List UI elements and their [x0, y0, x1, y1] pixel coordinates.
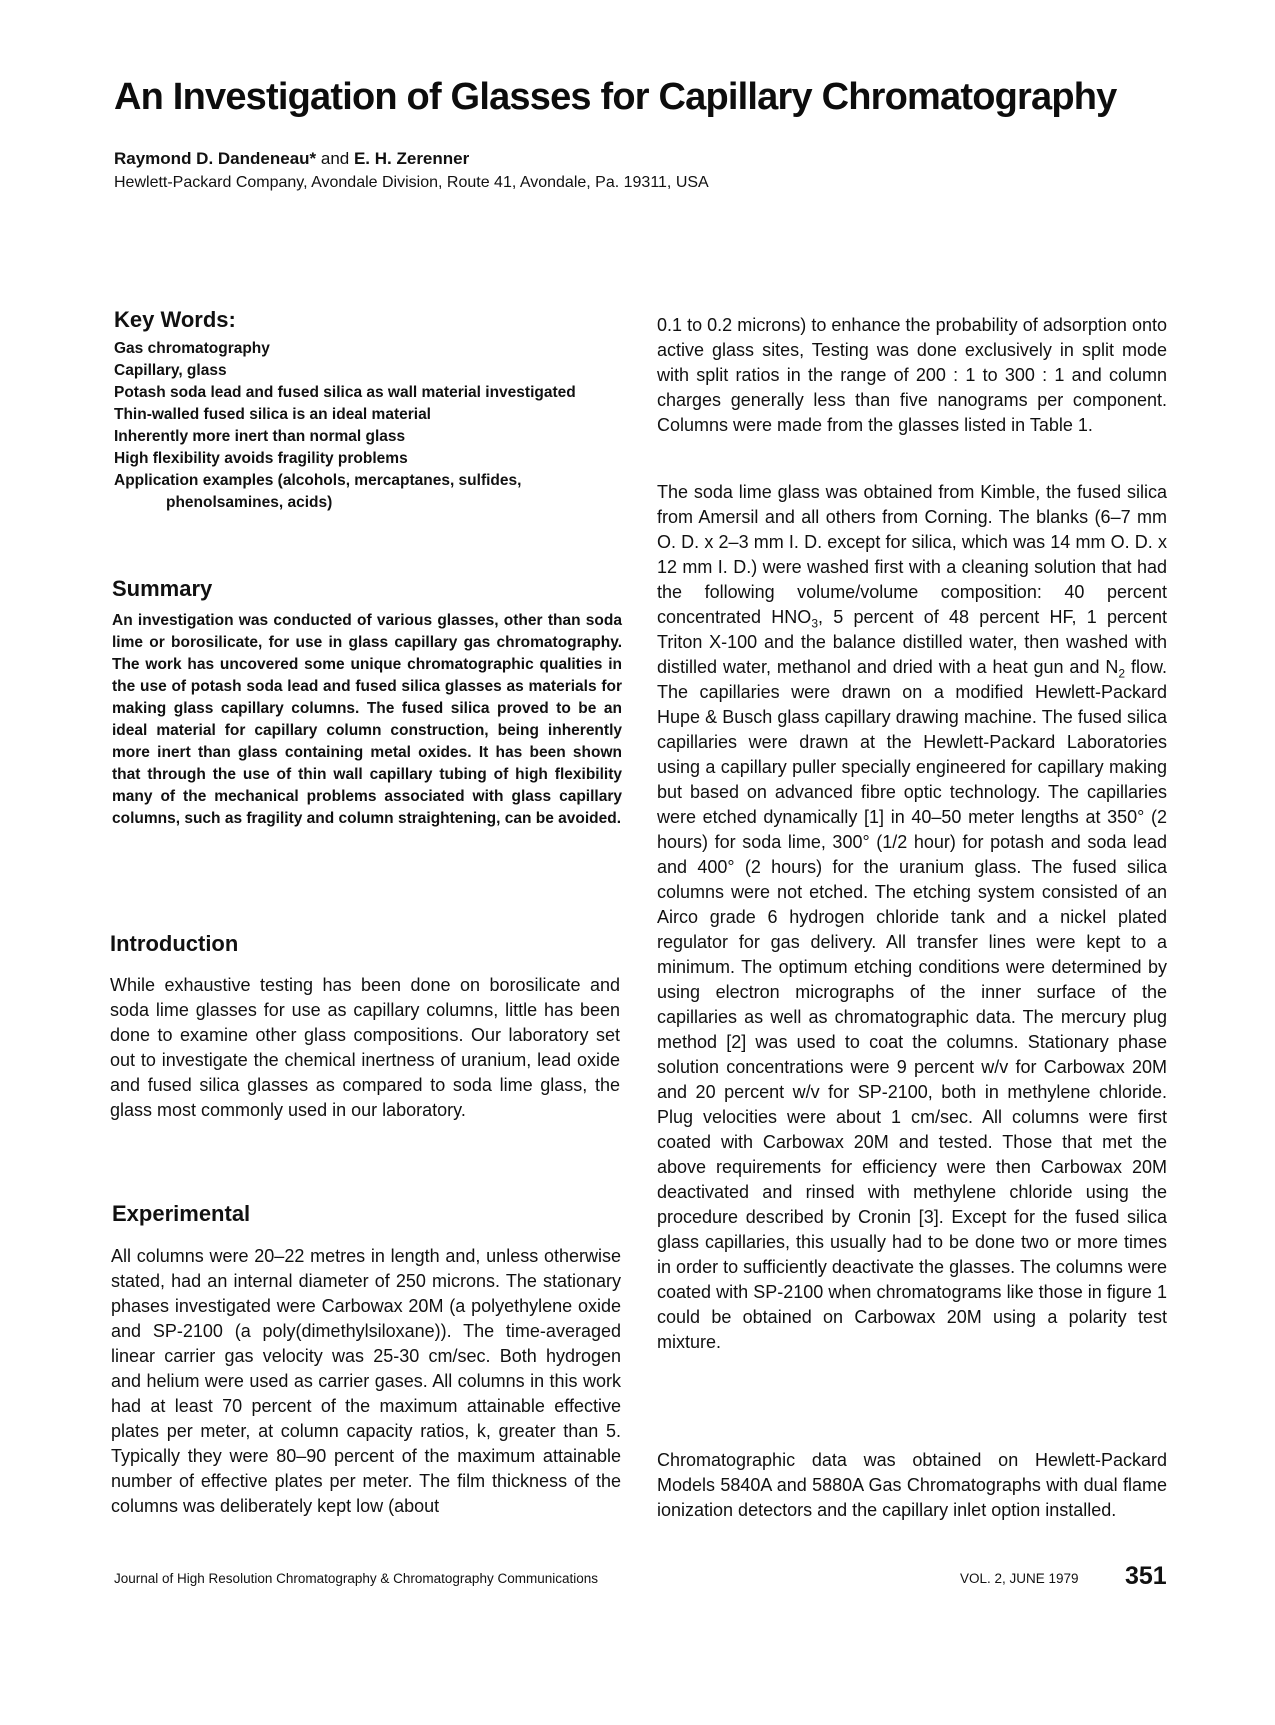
key-word-item: Gas chromatography — [114, 340, 270, 357]
footer-journal-name: Journal of High Resolution Chromatography & Chromatography Communications — [114, 1571, 598, 1586]
article-title: An Investigation of Glasses for Capillary Chromatography — [114, 76, 1117, 118]
summary-text: An investigation was conducted of various glasses, other than soda lime or borosilicate, for use in glass capillary gas chromatography. The work has uncovered some unique chromatographic qualities in the use of potash soda lead and fused silica glasses as materials for making glass capillary columns. The fused silica proved to be an ideal material for capillary column construction, being inherently more inert than glass containing metal oxides. It has been shown that through the use of thin wall capillary tubing of high flexibility many of the mechanical problems associated with glass capillary columns, such as fragility and column straightening, can be avoided. — [112, 612, 622, 827]
experimental-text: All columns were 20–22 metres in length and, unless otherwise stated, had an internal diameter of 250 microns. The stationary phases investigated were Carbowax 20M (a polyethylene oxide and SP-2100 (a poly(dimethylsiloxane)). The time-averaged linear carrier gas velocity was 25-30 cm/sec. Both hydrogen and helium were used as carrier gases. All columns in this work had at least 70 percent of the maximum attainable effective plates per meter, at column capacity ratios, k, greater than 5. Typically they were 80–90 percent of the maximum attainable number of effective plates per meter. The film thickness of the columns was deliberately kept low (about — [111, 1246, 621, 1516]
right-col-paragraph-2 — [657, 480, 1167, 1355]
key-word-item: Potash soda lead and fused silica as wall material investigated — [114, 384, 576, 401]
page-number: 351 — [1125, 1562, 1167, 1590]
key-word-item: Inherently more inert than normal glass — [114, 428, 406, 445]
right-col-paragraph-3: Chromatographic data was obtained on Hewlett-Packard Models 5840A and 5880A Gas Chromatographs with dual flame ionization detectors and the capillary inlet option installed. — [657, 1450, 1167, 1520]
paragraph-text: The soda lime glass was obtained from Kimble, the fused silica from Amersil and all others from Corning. The blanks (6–7 mm O. D. x 2–3 mm I. D. except for silica, which was 14 mm O. D. x 12 mm I. D.) were washed first with a cleaning solution that had the following volume/volume composition: 40 percent concentrated HNO — [657, 482, 1167, 627]
footer-volume: VOL. 2, JUNE 1979 — [960, 1571, 1079, 1586]
introduction-text: While exhaustive testing has been done on borosilicate and soda lime glasses for use as capillary columns, little has been done to examine other glass compositions. Our laboratory set out to investigate the chemical inertness of uranium, lead oxide and fused silica glasses as compared to soda lime glass, the glass most commonly used in our laboratory. — [110, 975, 620, 1120]
paragraph-text: flow. The capillaries were drawn on a modified Hewlett-Packard Hupe & Busch glass capillary drawing machine. The fused silica capillaries were drawn at the Hewlett-Packard Laboratories using a capillary puller specially engineered for capillary making but based on advanced fibre optic technology. The capillaries were etched dynamically [1] in 40–50 meter lengths at 350° (2 hours) for soda lime, 300° (1/2 hour) for potash and soda lead and 400° (2 hours) for the uranium glass. The fused silica columns were not etched. The etching system consisted of an Airco grade 6 hydrogen chloride tank and a nickel plated regulator for gas delivery. All transfer lines were kept to a minimum. The optimum etching conditions were determined by using electron micrographs of the inner surface of the capillaries as well as chromatographic data. The mercury plug method [2] was used to coat the columns. Stationary phase solution concentrations were 9 percent w/v for Carbowax 20M and 20 percent w/v for SP-2100, both in methylene chloride. Plug velocities were about 1 cm/sec. All columns were first coated with Carbowax 20M and tested. Those that met the above requirements for efficiency were then Carbowax 20M deactivated and rinsed with methylene chloride using the procedure described by Cronin [3]. Except for the fused silica glass capillaries, this usually had to be done two or more times in order to sufficiently deactivate the glasses. The columns were coated with SP-2100 when chromatograms like those in figure 1 could be obtained on Carbowax 20M using a polarity test mixture. — [657, 657, 1167, 1352]
author-conjunction: and — [316, 149, 354, 168]
paragraph-text: , 5 percent of 48 percent HF, 1 percent Triton X-100 and the balance distilled water, then washed with distilled water, methanol and dried with a heat gun and N — [657, 607, 1167, 677]
author-name: E. H. Zerenner — [353, 149, 470, 168]
right-col-paragraph-1: 0.1 to 0.2 microns) to enhance the probability of adsorption onto active glass sites, Testing was done exclusively in split mode with split ratios in the range of 200 : 1 to 300 : 1 and column charges generally less than five nanograms per component. Columns were made from the glasses listed in Table 1. — [657, 315, 1167, 435]
subscript: 3 — [811, 616, 818, 631]
key-words-list — [114, 338, 634, 514]
subscript: 2 — [1118, 666, 1126, 681]
summary-heading: Summary — [112, 576, 213, 601]
affiliation: Hewlett-Packard Company, Avondale Division, Route 41, Avondale, Pa. 19311, USA — [114, 174, 709, 191]
key-word-item: Capillary, glass — [114, 362, 227, 379]
key-word-item: phenolsamines, acids) — [166, 494, 333, 511]
key-word-item: High flexibility avoids fragility problems — [114, 450, 408, 467]
key-word-item: Thin-walled fused silica is an ideal material — [114, 406, 431, 423]
key-words-heading: Key Words: — [114, 307, 236, 332]
key-word-item: Application examples (alcohols, mercaptanes, sulfides, — [114, 472, 522, 489]
experimental-heading: Experimental — [112, 1201, 251, 1226]
author-name: Raymond D. Dandeneau* — [114, 149, 317, 168]
introduction-heading: Introduction — [110, 931, 239, 956]
author-line — [114, 148, 469, 170]
